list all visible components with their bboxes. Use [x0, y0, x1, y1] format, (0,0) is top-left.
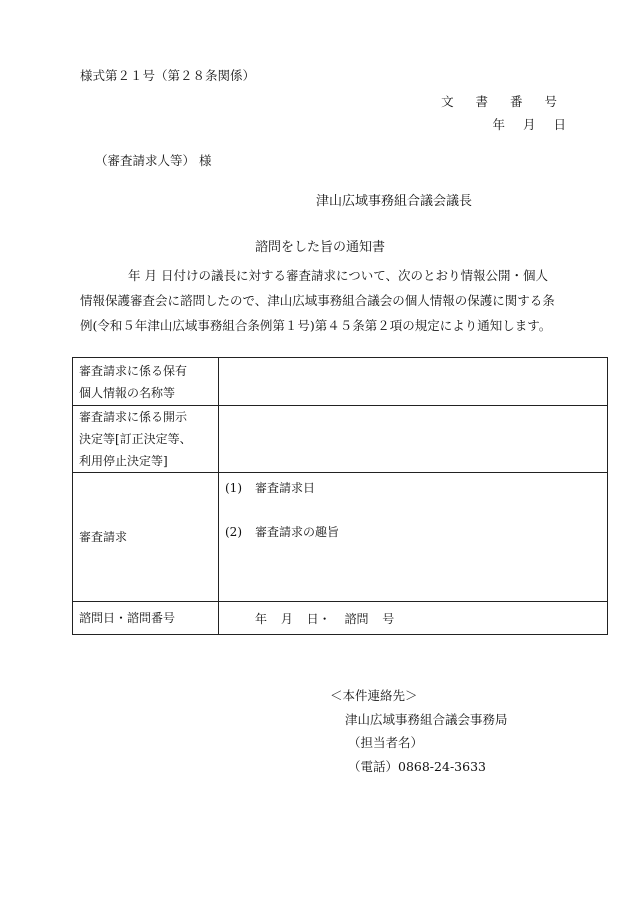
label-line: 決定等[訂正決定等、 [79, 432, 192, 446]
table-row-review-request [73, 473, 608, 602]
contact-phone: （電話）0868-24-3633 [348, 758, 486, 774]
table-row-retained-info [73, 358, 608, 406]
label-line: 個人情報の名称等 [79, 385, 176, 400]
review-request-purpose-item [225, 523, 339, 540]
retained-info-value [219, 358, 608, 406]
table-row-disclosure-decision [73, 406, 608, 473]
recipient-line: （審査請求人等） 様 [95, 153, 212, 168]
label-line: 審査請求に係る保有 [79, 363, 188, 378]
body-line-1: 年 月 日付けの議長に対する審査請求について、次のとおり情報公開・個人 [128, 268, 548, 283]
item-text: 審査請求の趣旨 [255, 525, 340, 539]
form-number: 様式第２１号（第２８条関係） [80, 68, 256, 83]
contact-block [330, 684, 508, 778]
review-request-label: 審査請求 [73, 473, 219, 602]
document-title: 諮問をした旨の通知書 [255, 240, 386, 255]
info-table [72, 357, 608, 635]
item-number: (1) [225, 481, 242, 495]
disclosure-decision-value [219, 406, 608, 473]
document-date-label: 年 月 日 [492, 117, 566, 132]
body-paragraph [80, 263, 572, 338]
label-line: 利用停止決定等] [79, 454, 168, 468]
issuer-name: 津山広域事務組合議会議長 [316, 194, 473, 209]
body-line-2: 情報保護審査会に諮問したので、津山広域事務組合議会の個人情報の保護に関する条 [80, 293, 555, 308]
review-request-value [219, 473, 608, 602]
contact-person: （担当者名） [348, 735, 424, 750]
review-request-date-item [225, 479, 315, 496]
inquiry-label: 諮問日・諮問番号 [73, 602, 219, 635]
body-line-3: 例(令和５年津山広域事務組合条例第１号)第４５条第２項の規定により通知します。 [80, 318, 552, 333]
retained-info-label [73, 358, 219, 406]
document-number-label: 文 書 番 号 [441, 94, 566, 109]
contact-organization: 津山広域事務組合議会事務局 [345, 711, 508, 727]
inquiry-value: 年 月 日・ 諮問 号 [219, 602, 608, 635]
contact-heading: ＜本件連絡先＞ [330, 688, 418, 703]
label-line: 審査請求に係る開示 [79, 410, 188, 424]
item-text: 審査請求日 [255, 481, 316, 495]
table-row-inquiry [73, 602, 608, 635]
disclosure-decision-label [73, 406, 219, 473]
item-number: (2) [225, 525, 242, 539]
